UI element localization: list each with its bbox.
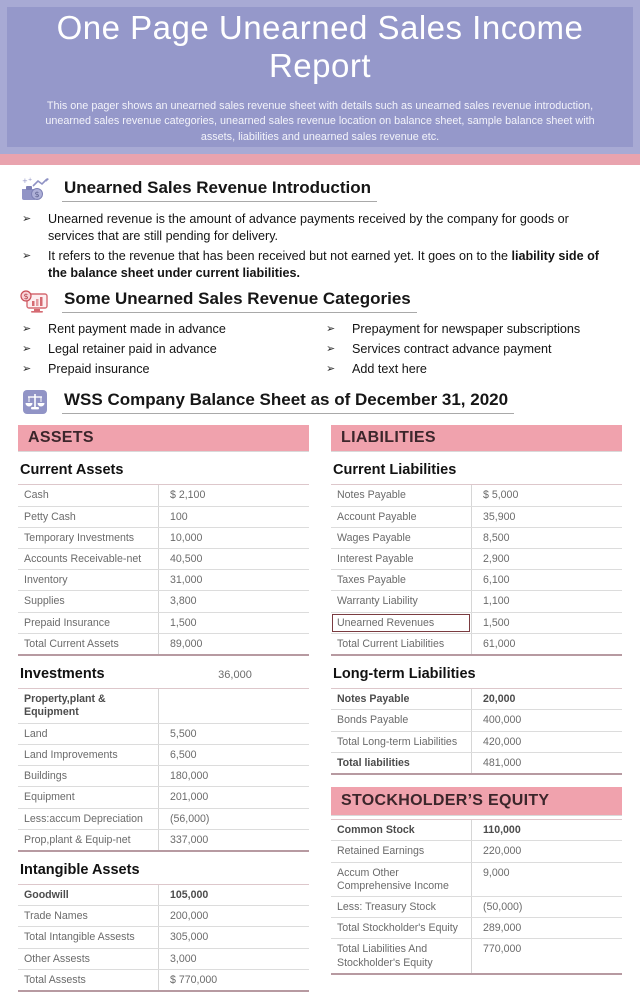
row-label: Prop,plant & Equip-net	[24, 833, 131, 846]
row-label: Goodwill	[24, 889, 69, 902]
investments-title: Investments 36,000	[20, 666, 309, 682]
row-value: 201,000	[158, 787, 309, 807]
balance-sheet-grid	[18, 425, 622, 992]
row-label: Less: Treasury Stock	[337, 901, 436, 914]
row-label: Inventory	[24, 574, 68, 587]
list-item	[22, 321, 318, 338]
page-subtitle: This one pager shows an unearned sales revenue sheet with details such as unearned sales revenue introduction, unearned sales revenue categories, unearned sales revenue location on balance sheet, sample balance sheet with assets, liabilities and unearned sales revenue etc.	[45, 100, 595, 143]
category-item-label: Rent payment made in advance	[48, 322, 226, 337]
row-label: Bonds Payable	[337, 714, 409, 727]
intangible-assets-title: Intangible Assets	[20, 862, 140, 879]
equity-header: STOCKHOLDER’S EQUITY	[341, 792, 550, 810]
table-row	[18, 766, 309, 787]
list-item	[22, 248, 608, 281]
row-label: Retained Earnings	[337, 845, 425, 858]
table-row	[18, 927, 309, 948]
header-divider	[0, 154, 640, 165]
category-item-label: Legal retainer paid in advance	[48, 342, 217, 357]
arrow-bullet-icon: ➢	[22, 213, 32, 225]
table-row	[18, 724, 309, 745]
table-row	[18, 745, 309, 766]
table-row	[18, 830, 309, 850]
table-row	[18, 634, 309, 654]
table-row	[18, 528, 309, 549]
row-label: Equipment	[24, 791, 75, 804]
row-value: 420,000	[471, 732, 622, 752]
row-value: 8,500	[471, 528, 622, 548]
row-label: Land Improvements	[24, 748, 118, 761]
row-value: 100	[158, 507, 309, 527]
liabilities-header-bar	[331, 425, 622, 452]
row-label: Temporary Investments	[24, 531, 135, 544]
row-label: Prepaid Insurance	[24, 616, 110, 629]
assets-header: ASSETS	[28, 429, 94, 447]
table-row	[331, 820, 622, 841]
row-label: Wages Payable	[337, 531, 411, 544]
row-label: Total Liabilities And Stockholder's Equity	[337, 943, 433, 969]
row-value: 61,000	[471, 634, 622, 654]
row-label: Total liabilities	[337, 756, 410, 769]
table-row	[331, 732, 622, 753]
longterm-liabilities-title: Long-term Liabilities	[333, 666, 476, 683]
row-label: Total Assests	[24, 973, 86, 986]
table-row	[18, 485, 309, 506]
table-row	[331, 528, 622, 549]
row-label: Property,plant & Equipment	[24, 693, 106, 719]
row-label: Land	[24, 727, 48, 740]
investments-total-value: 36,000	[218, 669, 252, 682]
revenue-monitor-icon	[18, 287, 52, 315]
row-label: Cash	[24, 489, 49, 502]
row-label: Buildings	[24, 770, 67, 783]
current-assets-table	[18, 484, 309, 656]
table-row	[331, 507, 622, 528]
row-value: 3,000	[158, 949, 309, 969]
category-item-label: Prepayment for newspaper subscriptions	[352, 322, 581, 337]
table-row	[18, 970, 309, 990]
row-value: 20,000	[471, 689, 622, 709]
row-value: 220,000	[471, 841, 622, 861]
row-label: Total Current Liabilities	[337, 637, 445, 650]
balance-sheet-section-heading	[18, 388, 622, 416]
categories-heading: Some Unearned Sales Revenue Categories	[62, 289, 417, 313]
row-label: Other Assests	[24, 952, 90, 965]
row-value: 305,000	[158, 927, 309, 947]
row-value: 89,000	[158, 634, 309, 654]
category-item-label: Services contract advance payment	[352, 342, 552, 357]
finance-growth-icon	[18, 176, 52, 204]
row-value: 31,000	[158, 570, 309, 590]
row-value: (56,000)	[158, 809, 309, 829]
liabilities-column	[331, 425, 622, 992]
page-header	[0, 0, 640, 154]
balance-scale-icon	[18, 388, 52, 416]
categories-section-heading	[18, 287, 622, 315]
intro-bullets	[22, 211, 622, 281]
row-label: Less:accum Depreciation	[24, 812, 143, 825]
list-item	[326, 321, 622, 338]
row-value	[158, 689, 309, 722]
assets-header-bar	[18, 425, 309, 452]
row-value: 5,500	[158, 724, 309, 744]
table-row	[18, 949, 309, 970]
table-row	[18, 591, 309, 612]
table-row	[331, 753, 622, 773]
table-row	[331, 689, 622, 710]
row-label: Taxes Payable	[337, 574, 406, 587]
liabilities-header: LIABILITIES	[341, 429, 436, 447]
row-value: $ 5,000	[471, 485, 622, 505]
category-item-label: Prepaid insurance	[48, 361, 150, 376]
row-value: 1,500	[471, 613, 622, 633]
table-row	[18, 613, 309, 634]
table-row	[331, 841, 622, 862]
row-value: 2,900	[471, 549, 622, 569]
row-value: 3,800	[158, 591, 309, 611]
row-value: 35,900	[471, 507, 622, 527]
balance-sheet-heading: WSS Company Balance Sheet as of December 31, 2020	[62, 390, 514, 414]
table-row-highlighted	[331, 613, 622, 634]
page-title: One Page Unearned Sales Income Report	[56, 9, 584, 85]
row-value: 105,000	[158, 885, 309, 905]
row-label: Total Stockholder's Equity	[337, 922, 458, 935]
row-value: $ 770,000	[158, 970, 309, 990]
arrow-bullet-icon: ➢	[22, 250, 32, 263]
row-label: Accum Other Comprehensive Income	[337, 866, 449, 892]
arrow-bullet-icon: ➢	[22, 362, 32, 375]
row-value: 1,100	[471, 591, 622, 611]
row-value: 40,500	[158, 549, 309, 569]
row-label: Supplies	[24, 595, 65, 608]
table-row	[331, 591, 622, 612]
row-value: 9,000	[471, 863, 622, 896]
table-row	[331, 485, 622, 506]
table-row	[18, 906, 309, 927]
list-item	[326, 361, 622, 378]
row-value: 337,000	[158, 830, 309, 850]
row-label: Warranty Liability	[337, 595, 418, 608]
category-item-label: Add text here	[352, 361, 427, 376]
svg-text:$: $	[34, 190, 40, 199]
arrow-bullet-icon: ➢	[326, 362, 336, 375]
row-value: 200,000	[158, 906, 309, 926]
table-row	[18, 549, 309, 570]
intangible-assets-table	[18, 884, 309, 992]
row-value: 6,500	[158, 745, 309, 765]
content-area	[0, 176, 640, 992]
row-value: $ 2,100	[158, 485, 309, 505]
row-value: 110,000	[471, 820, 622, 840]
current-assets-title: Current Assets	[20, 462, 124, 479]
categories-left-column	[22, 321, 318, 380]
row-label: Total Long-term Liabilities	[337, 735, 458, 748]
arrow-bullet-icon: ➢	[22, 323, 32, 336]
row-value: 481,000	[471, 753, 622, 773]
row-label: Notes Payable	[337, 693, 410, 706]
svg-text:$: $	[23, 291, 29, 301]
row-value: (50,000)	[471, 897, 622, 917]
intro-bullet-1: Unearned revenue is the amount of advance payments received by the company for goods or services that are still pending for delivery.	[48, 212, 569, 243]
list-item	[22, 361, 318, 378]
list-item	[22, 211, 608, 244]
row-label: Total Intangible Assests	[24, 931, 135, 944]
intro-section-heading	[18, 176, 622, 204]
intro-heading: Unearned Sales Revenue Introduction	[62, 178, 377, 202]
table-row	[18, 570, 309, 591]
table-row	[331, 863, 622, 897]
row-label: Unearned Revenues	[331, 613, 471, 633]
categories-right-column	[326, 321, 622, 380]
list-item	[22, 341, 318, 358]
table-row	[18, 885, 309, 906]
investments-table	[18, 688, 309, 852]
row-label: Total Current Assets	[24, 637, 119, 650]
row-value: 10,000	[158, 528, 309, 548]
table-row	[331, 570, 622, 591]
table-row	[331, 939, 622, 972]
categories-lists	[22, 321, 622, 380]
row-value: 770,000	[471, 939, 622, 972]
table-row	[331, 710, 622, 731]
longterm-liabilities-table	[331, 688, 622, 775]
equity-header-bar	[331, 787, 622, 816]
assets-column	[18, 425, 309, 992]
current-liabilities-title: Current Liabilities	[333, 462, 457, 479]
row-value: 289,000	[471, 918, 622, 938]
current-liabilities-table	[331, 484, 622, 656]
row-label: Common Stock	[337, 824, 415, 837]
row-label: Account Payable	[337, 510, 417, 523]
table-row	[331, 918, 622, 939]
row-value: 1,500	[158, 613, 309, 633]
intro-bullet-2: It refers to the revenue that has been received but not earned yet. It goes on to the liability side of the balance sheet under current liabilities.	[48, 249, 599, 280]
table-row	[18, 689, 309, 723]
row-value: 6,100	[471, 570, 622, 590]
row-label: Accounts Receivable-net	[24, 552, 142, 565]
row-label: Notes Payable	[337, 489, 406, 502]
table-row	[331, 634, 622, 654]
list-item	[326, 341, 622, 358]
row-value: 180,000	[158, 766, 309, 786]
arrow-bullet-icon: ➢	[326, 323, 336, 336]
table-row	[331, 897, 622, 918]
table-row	[18, 507, 309, 528]
svg-text:+: +	[28, 177, 33, 183]
equity-table	[331, 819, 622, 975]
svg-text:+: +	[22, 177, 28, 185]
table-row	[18, 787, 309, 808]
arrow-bullet-icon: ➢	[22, 343, 32, 356]
row-label: Interest Payable	[337, 552, 414, 565]
row-label: Trade Names	[24, 910, 88, 923]
table-row	[18, 809, 309, 830]
table-row	[331, 549, 622, 570]
arrow-bullet-icon: ➢	[326, 343, 336, 356]
row-value: 400,000	[471, 710, 622, 730]
row-label: Petty Cash	[24, 510, 76, 523]
